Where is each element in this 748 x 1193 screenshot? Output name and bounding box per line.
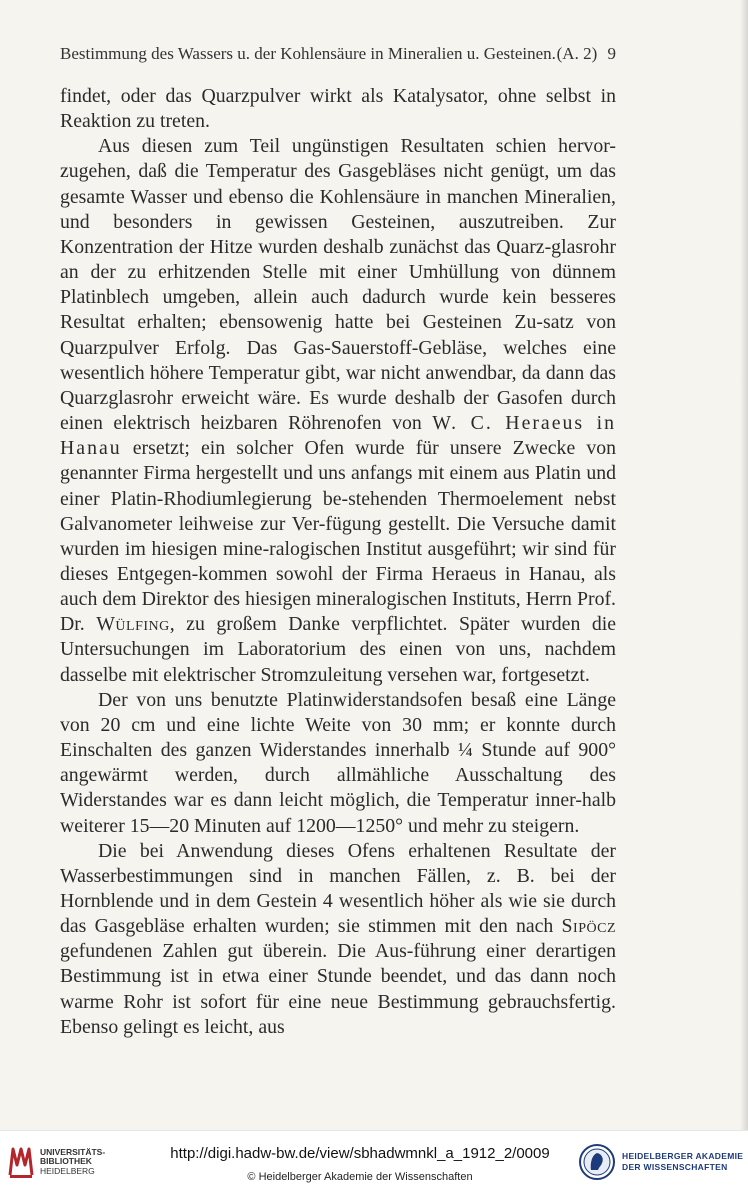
- paragraph-2-part-c: , zu großem Danke verpflichtet. Später wurden die Untersuchungen im Laboratorium des einen von uns, nachdem dasselbe mit elektrischer Stromzuleitung versehen war, fortgesetzt.: [60, 613, 616, 686]
- library-emblem-icon: [8, 1145, 34, 1179]
- paragraph-1: findet, oder das Quarzpulver wirkt als Katalysator, ohne selbst in Reaktion zu treten.: [60, 85, 616, 133]
- paragraph-2-part-a: Aus diesen zum Teil ungünstigen Resultaten schien hervor-zugehen, daß die Temperatur des Gasgebläses nicht genügt, um das gesamte Wasser und ebenso die Kohlensäure in manchen Mineralien, und besonders in gewissen Gesteinen, auszutreiben. Zur Konzentration der Hitze wurden deshalb zunächst das Quarz-glasrohr an der zu erhitzenden Stelle mit einer Umhüllung von dünnem Platinblech umgeben, allein auch dadurch wurde kein besseres Resultat erhalten; ebensowenig hatte bei Gesteinen Zu-satz von Quarzpulver Erfolg. Das Gas-Sauerstoff-Gebläse, welches eine wesentlich höhere Temperatur gibt, war nicht anwendbar, da dann das Quarzglasrohr erweicht wäre. Es wurde deshalb der Gasofen durch einen elektrisch heizbaren Röhrenofen von: [60, 135, 616, 435]
- body-text: [60, 84, 616, 1040]
- academy-line-1: HEIDELBERGER AKADEMIE: [622, 1151, 744, 1161]
- library-logo[interactable]: [8, 1145, 105, 1179]
- paragraph-2: [60, 134, 616, 687]
- name-heraeus: W. C. Heraeus in Hanau: [60, 412, 616, 460]
- running-head: [60, 44, 616, 64]
- paragraph-4-part-b: gefundenen Zahlen gut überein. Die Aus-führung einer derartigen Bestimmung ist in etwa einer Stunde beendet, und das dann noch warme Rohr ist sofort für eine neue Bestimmung gebrauchsfertig. Ebenso gelingt es leicht, aus: [60, 940, 616, 1038]
- paragraph-3: Der von uns benutzte Platinwiderstandsofen besaß eine Länge von 20 cm und eine lichte Weite von 30 mm; er konnte durch Einschalten des ganzen Widerstandes innerhalb ¼ Stunde auf 900° angewärmt werden, durch allmähliche Ausschaltung des Widerstandes war es dann leicht möglich, die Temperatur inner-halb weiterer 15—20 Minuten auf 1200—1250° und mehr zu steigern.: [60, 688, 616, 837]
- page-number: 9: [607, 44, 616, 63]
- paragraph-2-part-b: ersetzt; ein solcher Ofen wurde für unsere Zwecke von genannter Firma hergestellt und uns anfangs mit einem aus Platin und einer Platin-Rhodiumlegierung be-stehenden Thermoelement nebst Galvanometer leihweise zur Ver-fügung gestellt. Die Versuche damit wurden im hiesigen mine-ralogischen Institut ausgeführt; wir sind für dieses Entgegen-kommen sowohl der Firma Heraeus in Hanau, als auch dem Direktor des hiesigen mineralogischen Instituts, Herrn Prof. Dr.: [60, 437, 617, 636]
- academy-name: [622, 1151, 743, 1173]
- academy-line-2: DER WISSENSCHAFTEN: [622, 1162, 728, 1172]
- library-name: [40, 1148, 105, 1177]
- library-line-2: BIBLIOTHEK: [40, 1156, 92, 1167]
- name-wuelfing: Wülfing: [96, 613, 170, 636]
- name-sipoecz: Sipöcz: [561, 915, 616, 938]
- page-edge-shadow: [740, 0, 748, 1130]
- library-line-1: UNIVERSITÄTS-: [40, 1146, 106, 1157]
- library-line-3: HEIDELBERG: [40, 1165, 95, 1176]
- paragraph-4-part-a: Die bei Anwendung dieses Ofens erhaltenen Resultate der Wasserbestimmungen sind in manchen Fällen, z. B. bei der Hornblende und in dem Gestein 4 wesentlich höher als wie sie durch das Gasgebläse erhalten wurden; sie stimmen mit den nach: [60, 839, 616, 938]
- paragraph-4: [60, 839, 616, 1040]
- page-locator: [557, 44, 616, 64]
- section-label: (A. 2): [556, 44, 598, 63]
- academy-logo[interactable]: [578, 1143, 743, 1181]
- running-title: Bestimmung des Wassers u. der Kohlensäure in Mineralien u. Gesteinen.: [60, 44, 556, 63]
- copyright-notice: © Heidelberger Akademie der Wissenschaften: [247, 1171, 473, 1183]
- academy-seal-icon: [578, 1143, 616, 1181]
- digitization-footer: [0, 1130, 748, 1193]
- permalink-url[interactable]: http://digi.hadw-bw.de/view/sbhadwmnkl_a_1912_2/0009: [170, 1145, 550, 1162]
